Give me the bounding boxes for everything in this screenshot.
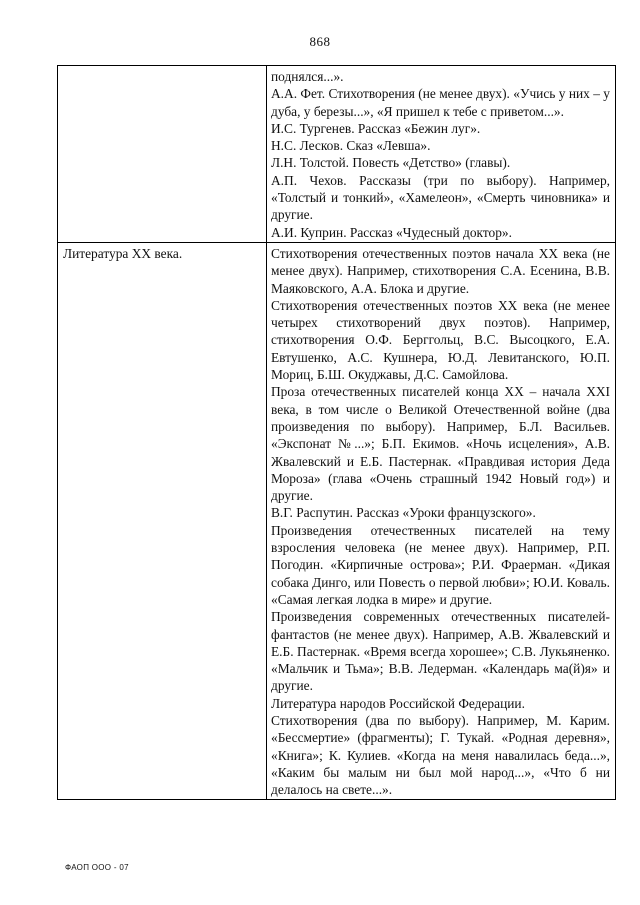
content-entry: поднялся...». <box>271 69 344 84</box>
content-entry: Стихотворения (два по выбору). Например, М. Карим. «Бессмертие» (фрагменты); Г. Тукай. «Родная деревня», «Книга»; К. Кулиев. «Когда на меня навалилась беда...», «Каким бы малым ни был мой народ...», «Что б ни делалось на свете...». <box>271 712 610 798</box>
content-entry: Литература народов Российской Федерации. <box>271 695 525 711</box>
section-cell <box>58 66 267 243</box>
content-cell <box>267 66 616 243</box>
document-footer: ФАОП ООО - 07 <box>65 863 129 872</box>
content-entry: Проза отечественных писателей конца XX – начала XXI века, в том числе о Великой Отечественной войне (два произведения по выбору). Например, Б.Л. Васильев. «Экспонат №...»; Б.П. Екимов. «Ночь исцеления», А.В. Жвалевский и Е.Б. Пастернак. «Правдивая история Деда Мороза» (глава «Очень страшный 1942 Новый год») и другие. <box>271 384 610 504</box>
table-row <box>58 242 616 800</box>
page-number: 868 <box>309 34 331 49</box>
section-cell: Литература XX века. <box>58 242 267 800</box>
curriculum-table <box>57 65 616 800</box>
content-entry: А.И. Куприн. Рассказ «Чудесный доктор». <box>271 224 512 240</box>
content-entry: Н.С. Лесков. Сказ «Левша». <box>271 138 431 154</box>
content-entry: А.П. Чехов. Рассказы (три по выбору). Например, «Толстый и тонкий», «Хамелеон», «Смерть чиновника» и другие. <box>271 172 610 223</box>
content-cell <box>267 242 616 800</box>
content-entry: А.А. Фет. Стихотворения (не менее двух). «Учись у них – у дуба, у березы...», «Я пришел к тебе с приветом...». <box>271 86 610 119</box>
content-entry: Стихотворения отечественных поэтов XX века (не менее четырех стихотворений двух поэтов). Например, стихотворения О.Ф. Берггольц, В.С. Высоцкого, Е.А. Евтушенко, А.С. Кушнера, Ю.Д. Левитанского, Ю.П. Мориц, Б.Ш. Окуджавы, Д.С. Самойлова. <box>271 297 610 383</box>
content-entry: В.Г. Распутин. Рассказ «Уроки французского». <box>271 505 536 521</box>
content-entry: Произведения отечественных писателей на тему взросления человека (не менее двух). Например, Р.П. Погодин. «Кирпичные острова»; Р.И. Фраерман. «Дикая собака Динго, или Повесть о первой любви»; Ю.И. Коваль. «Самая легкая лодка в мире» и другие. <box>271 522 610 607</box>
content-entry: Л.Н. Толстой. Повесть «Детство» (главы). <box>271 155 511 171</box>
table-row <box>58 66 616 243</box>
content-entry: И.С. Тургенев. Рассказ «Бежин луг». <box>271 120 481 136</box>
content-entry: Произведения современных отечественных писателей-фантастов (не менее двух). Например, А.В. Жвалевский и Е.Б. Пастернак. «Время всегда хорошее»; С.В. Лукьяненко. «Мальчик и Тьма»; В.В. Ледерман. «Календарь ма(й)я» и другие. <box>271 609 610 694</box>
content-entry: Стихотворения отечественных поэтов начала XX века (не менее двух). Например, стихотворения С.А. Есенина, В.В. Маяковского, А.А. Блока и другие. <box>271 245 610 296</box>
